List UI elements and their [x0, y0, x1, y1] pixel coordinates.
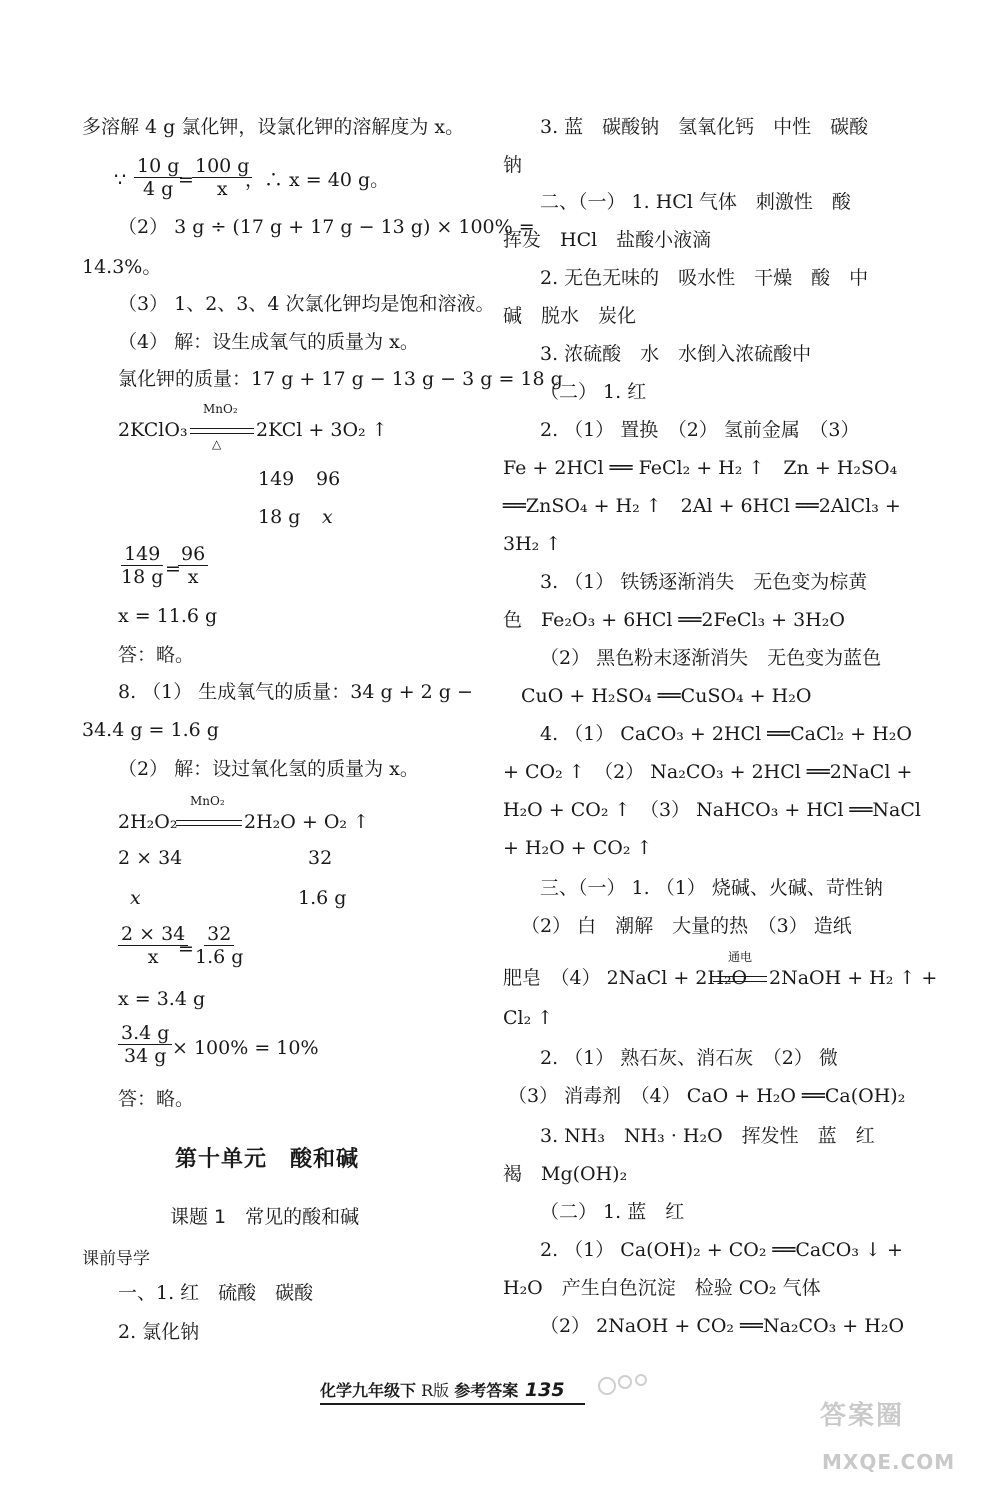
answer-line: （2） 解：设过氧化氢的质量为 x。	[118, 758, 419, 780]
equation-line: H₂O + CO₂ ↑ （3） NaHCO₃ + HCl ══NaCl	[503, 799, 922, 821]
topic-title: 课题 1 常见的酸和碱	[170, 1206, 360, 1228]
reaction-equals	[190, 428, 254, 434]
fraction	[118, 543, 166, 588]
numerator: 2 × 34	[118, 923, 188, 946]
fraction	[134, 155, 182, 200]
answer-line: H₂O 产生白色沉淀 检验 CO₂ 气体	[503, 1277, 821, 1299]
answer-line: 二、（一） 1. HCl 气体 刺激性 酸	[540, 191, 851, 213]
answer-line: 2. （1） 置换 （2） 氢前金属 （3）	[540, 419, 860, 441]
answer-line: （3） 1、2、3、4 次氯化钾均是饱和溶液。	[118, 293, 495, 315]
answer-line: 3. 蓝 碳酸钠 氢氧化钙 中性 碳酸	[540, 116, 869, 138]
decorative-swirl-icon	[595, 1372, 655, 1400]
denominator: 1.6 g	[195, 946, 244, 968]
equals-sign: =	[165, 558, 181, 580]
equation-line: CuO + H₂SO₄ ══CuSO₄ + H₂O	[521, 685, 812, 707]
denominator: x	[216, 178, 228, 200]
answer-line: 2. （1） 熟石灰、消石灰 （2） 微	[540, 1047, 838, 1069]
fraction	[192, 923, 246, 968]
equation-line: （3） 消毒剂 （4） CaO + H₂O ══Ca(OH)₂	[508, 1085, 906, 1107]
answer-line: 3. （1） 铁锈逐渐消失 无色变为棕黄	[540, 571, 868, 593]
answer-line: （4） 解：设生成氧气的质量为 x。	[118, 331, 419, 353]
because-symbol: ∵	[114, 169, 127, 191]
answer-line: 2. 无色无味的 吸水性 干燥 酸 中	[540, 267, 869, 289]
equation-line: （2） 2NaOH + CO₂ ══Na₂CO₃ + H₂O	[540, 1315, 905, 1337]
answer-line: （2） 黑色粉末逐渐消失 无色变为蓝色	[540, 647, 882, 669]
version-label: R版	[416, 1381, 455, 1400]
equation-line: 3H₂ ↑	[503, 533, 562, 555]
numerator: 10 g	[134, 155, 182, 178]
equation-line: Cl₂ ↑	[503, 1007, 554, 1029]
catalyst-label: MnO₂	[190, 794, 225, 808]
answer-line: x = 11.6 g	[118, 605, 218, 627]
equation-line: ══ZnSO₄ + H₂ ↑ 2Al + 6HCl ══2AlCl₃ +	[503, 495, 901, 517]
equation-line: + H₂O + CO₂ ↑	[503, 837, 653, 859]
answer-line: × 100% = 10%	[172, 1037, 319, 1059]
answer-line: 3. NH₃ NH₃ · H₂O 挥发性 蓝 红	[540, 1125, 875, 1147]
answer-line: 碱 脱水 炭化	[503, 305, 637, 327]
fraction	[178, 543, 208, 588]
answer-line: 3. 浓硫酸 水 水倒入浓硫酸中	[540, 343, 812, 365]
ratio-value: 1.6 g	[298, 887, 347, 909]
answer-line: （二） 1. 红	[540, 381, 647, 403]
equation-line: 4. （1） CaCO₃ + 2HCl ══CaCl₂ + H₂O	[540, 723, 912, 745]
denominator: 34 g	[124, 1045, 167, 1067]
watermark-logo: 答案圈	[820, 1401, 905, 1431]
equation-reactant: 肥皂 （4） 2NaCl + 2H₂O	[503, 967, 748, 989]
numerator: 3.4 g	[118, 1022, 172, 1045]
numerator: 100 g	[192, 155, 252, 178]
answer-line: 答：略。	[118, 644, 195, 666]
fraction	[192, 155, 252, 200]
answer-line: 34.4 g = 1.6 g	[82, 719, 219, 741]
reaction-equals	[176, 820, 242, 826]
fraction	[118, 1022, 172, 1067]
electrolysis-label: 通电	[728, 950, 753, 964]
ratio-value: 18 g	[258, 506, 301, 528]
equation-line: + CO₂ ↑ （2） Na₂CO₃ + 2HCl ══2NaCl +	[503, 761, 913, 783]
answer-line: （2） 白 潮解 大量的热 （3） 造纸	[521, 915, 852, 937]
answer-line: （二） 1. 蓝 红	[540, 1201, 685, 1223]
numerator: 149	[121, 543, 163, 566]
ratio-value: 2 × 34	[118, 847, 183, 869]
numerator: 96	[178, 543, 208, 566]
denominator: x	[187, 566, 199, 588]
answer-line: 三、（一） 1. （1） 烧碱、火碱、苛性钠	[540, 877, 883, 899]
ratio-value: 149	[258, 468, 295, 490]
answer-line: 褐 Mg(OH)₂	[503, 1163, 628, 1185]
equals-sign: =	[178, 169, 194, 191]
answer-line: 钠	[503, 154, 523, 176]
answer-line: 14.3%。	[82, 256, 162, 278]
denominator: x	[147, 946, 159, 968]
answers-label: 参考答案	[454, 1381, 519, 1400]
answer-line: （2） 3 g ÷ (17 g + 17 g − 13 g) × 100% =	[118, 216, 535, 238]
ratio-value: 96	[316, 468, 341, 490]
answer-line: 一、1. 红 硫酸 碳酸	[118, 1282, 314, 1304]
equation-product: 2H₂O + O₂ ↑	[244, 811, 370, 833]
answer-line: x = 3.4 g	[118, 988, 206, 1010]
section-heading: 课前导学	[82, 1249, 150, 1269]
answer-line: 答：略。	[118, 1088, 195, 1110]
denominator: 4 g	[143, 178, 174, 200]
watermark-url: MXQE.COM	[822, 1450, 956, 1474]
unit-title: 第十单元 酸和碱	[175, 1147, 360, 1172]
equals-sign: =	[178, 938, 194, 960]
ratio-value: x	[322, 506, 333, 528]
answer-line: 挥发 HCl 盐酸小液滴	[503, 229, 712, 251]
catalyst-label: MnO₂	[203, 402, 238, 416]
numerator: 32	[204, 923, 234, 946]
answer-line: 氯化钾的质量：17 g + 17 g − 13 g − 3 g = 18 g	[118, 368, 563, 390]
answer-line: 8. （1） 生成氧气的质量：34 g + 2 g −	[118, 681, 473, 703]
equation-line: Fe + 2HCl ══ FeCl₂ + H₂ ↑ Zn + H₂SO₄	[503, 457, 898, 479]
heat-symbol: △	[212, 437, 222, 451]
equation-line: 2. （1） Ca(OH)₂ + CO₂ ══CaCO₃ ↓ +	[540, 1239, 903, 1261]
equation-reactant: 2H₂O₂	[118, 811, 178, 833]
answer-line: 2. 氯化钠	[118, 1321, 200, 1343]
equation-product: 2KCl + 3O₂ ↑	[256, 419, 388, 441]
equation-reactant: 2KClO₃	[118, 419, 188, 441]
book-title: 化学九年级下	[320, 1381, 417, 1400]
denominator: 18 g	[121, 566, 164, 588]
reaction-equals	[713, 976, 767, 982]
ratio-value: 32	[308, 847, 333, 869]
page-footer	[320, 1378, 585, 1405]
page-number: 135	[518, 1379, 565, 1401]
answer-line: ，∴ x = 40 g。	[245, 169, 390, 191]
answer-line: 多溶解 4 g 氯化钾，设氯化钾的溶解度为 x。	[82, 116, 465, 138]
ratio-value: x	[130, 887, 141, 909]
equation-line: 色 Fe₂O₃ + 6HCl ══2FeCl₃ + 3H₂O	[503, 609, 845, 631]
equation-product: 2NaOH + H₂ ↑ +	[769, 967, 938, 989]
